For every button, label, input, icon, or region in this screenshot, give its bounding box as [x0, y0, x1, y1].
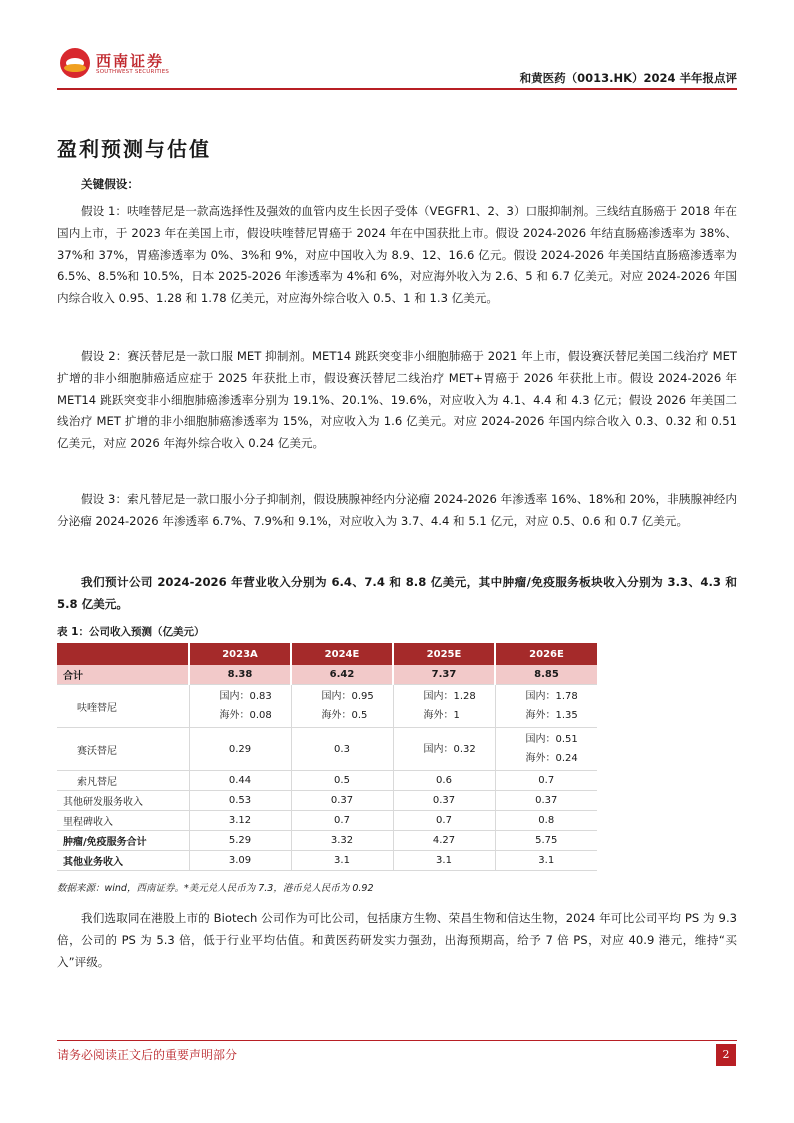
- table-cell: 0.7: [495, 771, 597, 791]
- table-cell: [189, 685, 291, 728]
- forecast-summary-paragraph: 我们预计公司 2024-2026 年营业收入分别为 6.4、7.4 和 8.8 亿美元，其中肿瘤/免疫服务板块收入分别为 3.3、4.3 和 5.8 亿美元。: [57, 575, 737, 611]
- table-row: [57, 811, 597, 831]
- table-cell: 0.29: [189, 728, 291, 771]
- logo-chinese-name: 西南证券: [96, 52, 165, 70]
- table-cell: 0.6: [393, 771, 495, 791]
- row-label: 赛沃替尼: [57, 728, 189, 771]
- table-cell: 8.38: [189, 665, 291, 685]
- cell-line: 国内：1.78: [525, 691, 578, 702]
- table-header-cell: 2024E: [291, 643, 393, 665]
- table-cell: 6.42: [291, 665, 393, 685]
- table-header-cell: 2023A: [189, 643, 291, 665]
- table-row-fruquintinib: [57, 685, 597, 728]
- cell-line: 海外：1: [423, 710, 460, 721]
- table-cell: 3.12: [189, 811, 291, 831]
- cell-line: 国内：0.95: [321, 691, 374, 702]
- table-cell: 3.09: [189, 851, 291, 871]
- table-cell: 3.1: [393, 851, 495, 871]
- table-cell: 0.37: [495, 791, 597, 811]
- key-assumptions-label: 关键假设：: [81, 177, 139, 191]
- row-label: 合计: [57, 665, 189, 685]
- valuation-paragraph: 我们选取同在港股上市的 Biotech 公司作为可比公司，包括康方生物、荣昌生物和信达生物，2024 年可比公司平均 PS 为 9.3 倍，公司的 PS 为 5.3 倍，低于行业平均估值。和黄医药研发实力强劲，出海预期高，给予 7 倍 PS，对应 40.9 港元，维持“买入”评级。: [57, 911, 737, 969]
- assumption-1-paragraph: 假设 1：呋喹替尼是一款高选择性及强效的血管内皮生长因子受体（VEGFR1、2、3）口服抑制剂。三线结直肠癌于 2018 年在国内上市，于 2023 年在美国上市，假设呋喹替尼胃癌于 2024 年在中国获批上市。假设 2024-2026 年结直肠癌渗透率为 38%、37%和 37%，胃癌渗透率为 0%、3%和 9%，对应中国收入为 8.9、12、16.6 亿元。假设 2024-2026 年美国结直肠癌渗透率为 6.5%、8.5%和 10.5%，日本 2025-2026 年渗透率为 4%和 6%，对应海外收入为 2.6、5 和 6.7 亿美元。对应 2024-2026 年国内综合收入 0.95、1.28 和 1.78 亿美元，对应海外综合收入 0.5、1 和 1.3 亿美元。: [57, 204, 737, 306]
- logo-wave-icon: [64, 64, 86, 72]
- section-title: 盈利预测与估值: [57, 137, 211, 161]
- table-title: 表 1：公司收入预测（亿美元）: [57, 626, 205, 638]
- table-header-cell: 2026E: [495, 643, 597, 665]
- table-cell: 0.7: [291, 811, 393, 831]
- table-row-total: [57, 665, 597, 685]
- table-cell: 5.29: [189, 831, 291, 851]
- table-cell: 3.1: [291, 851, 393, 871]
- table-cell: [495, 685, 597, 728]
- table-cell: 7.37: [393, 665, 495, 685]
- table-header-cell: 2025E: [393, 643, 495, 665]
- table-cell: 3.32: [291, 831, 393, 851]
- cell-line: 国内：0.83: [219, 691, 272, 702]
- assumption-2-paragraph: 假设 2：赛沃替尼是一款口服 MET 抑制剂。MET14 跳跃突变非小细胞肺癌于 2021 年上市，假设赛沃替尼美国二线治疗 MET 扩增的非小细胞肺癌适应症于 2025 年获批上市，假设赛沃替尼二线治疗 MET+胃癌于 2026 年获批上市。假设 2024-2026 年 MET14 跳跃突变非小细胞肺癌渗透率分别为 19.1%、20.1%、19.6%，对应收入为 4.1、4.4 和 4.3 亿元；假设 2026 年美国二线治疗 MET 扩增的非小细胞肺癌渗透率为 15%，对应收入为 1.6 亿美元。对应 2024-2026 年国内综合收入 0.3、0.32 和 0.51 亿美元，对应 2026 年海外综合收入 0.24 亿美元。: [57, 349, 737, 451]
- cell-line: 国内：0.51: [525, 734, 578, 745]
- table-cell: 0.53: [189, 791, 291, 811]
- assumption-3-paragraph: 假设 3：索凡替尼是一款口服小分子抑制剂，假设胰腺神经内分泌瘤 2024-2026 年渗透率 16%、18%和 20%，非胰腺神经内分泌瘤 2024-2026 年渗透率 6.7%、7.9%和 9.1%，对应收入为 3.7、4.4 和 5.1 亿元，对应 0.5、0.6 和 0.7 亿美元。: [57, 492, 737, 528]
- revenue-forecast-table: [57, 643, 597, 871]
- table-cell: 0.37: [291, 791, 393, 811]
- table-row-savolitinib: [57, 728, 597, 771]
- table-row: [57, 791, 597, 811]
- table-cell: [393, 685, 495, 728]
- row-label: 里程碑收入: [57, 811, 189, 831]
- table-cell: 5.75: [495, 831, 597, 851]
- cell-line: 海外：0.5: [321, 710, 368, 721]
- header-divider: [57, 88, 737, 90]
- table-row: [57, 831, 597, 851]
- table-cell: 0.7: [393, 811, 495, 831]
- row-label: 其他研发服务收入: [57, 791, 189, 811]
- cell-line: 国内：0.32: [423, 743, 476, 755]
- row-label: 索凡替尼: [57, 771, 189, 791]
- row-label: 其他业务收入: [57, 851, 189, 871]
- page-number: 2: [716, 1044, 736, 1066]
- cell-line: 海外：0.24: [525, 753, 578, 764]
- row-label: 呋喹替尼: [57, 685, 189, 728]
- table-header-row: [57, 643, 597, 665]
- table-source-note: 数据来源：wind，西南证券。*美元兑人民币为 7.3，港币兑人民币为 0.92: [57, 883, 374, 894]
- report-title: 和黄医药（0013.HK）2024 半年报点评: [519, 71, 737, 85]
- table-cell: 0.5: [291, 771, 393, 791]
- table-row: [57, 771, 597, 791]
- table-cell: 4.27: [393, 831, 495, 851]
- cell-line: 海外：1.35: [525, 710, 578, 721]
- table-cell: [495, 728, 597, 771]
- table-cell: 0.37: [393, 791, 495, 811]
- table-cell: [393, 728, 495, 771]
- footer-divider: [57, 1040, 737, 1041]
- table-header-cell: [57, 643, 189, 665]
- cell-line: 国内：1.28: [423, 691, 476, 702]
- logo-english-name: SOUTHWEST SECURITIES: [96, 69, 170, 75]
- table-cell: 0.3: [291, 728, 393, 771]
- table-cell: 3.1: [495, 851, 597, 871]
- logo-emblem-icon: [60, 48, 90, 78]
- company-logo: [60, 48, 170, 84]
- table-cell: 0.8: [495, 811, 597, 831]
- table-cell: 8.85: [495, 665, 597, 685]
- cell-line: 海外：0.08: [219, 710, 272, 721]
- row-label: 肿瘤/免疫服务合计: [57, 831, 189, 851]
- table-row: [57, 851, 597, 871]
- footer-disclaimer: 请务必阅读正文后的重要声明部分: [57, 1048, 238, 1062]
- table-cell: 0.44: [189, 771, 291, 791]
- table-cell: [291, 685, 393, 728]
